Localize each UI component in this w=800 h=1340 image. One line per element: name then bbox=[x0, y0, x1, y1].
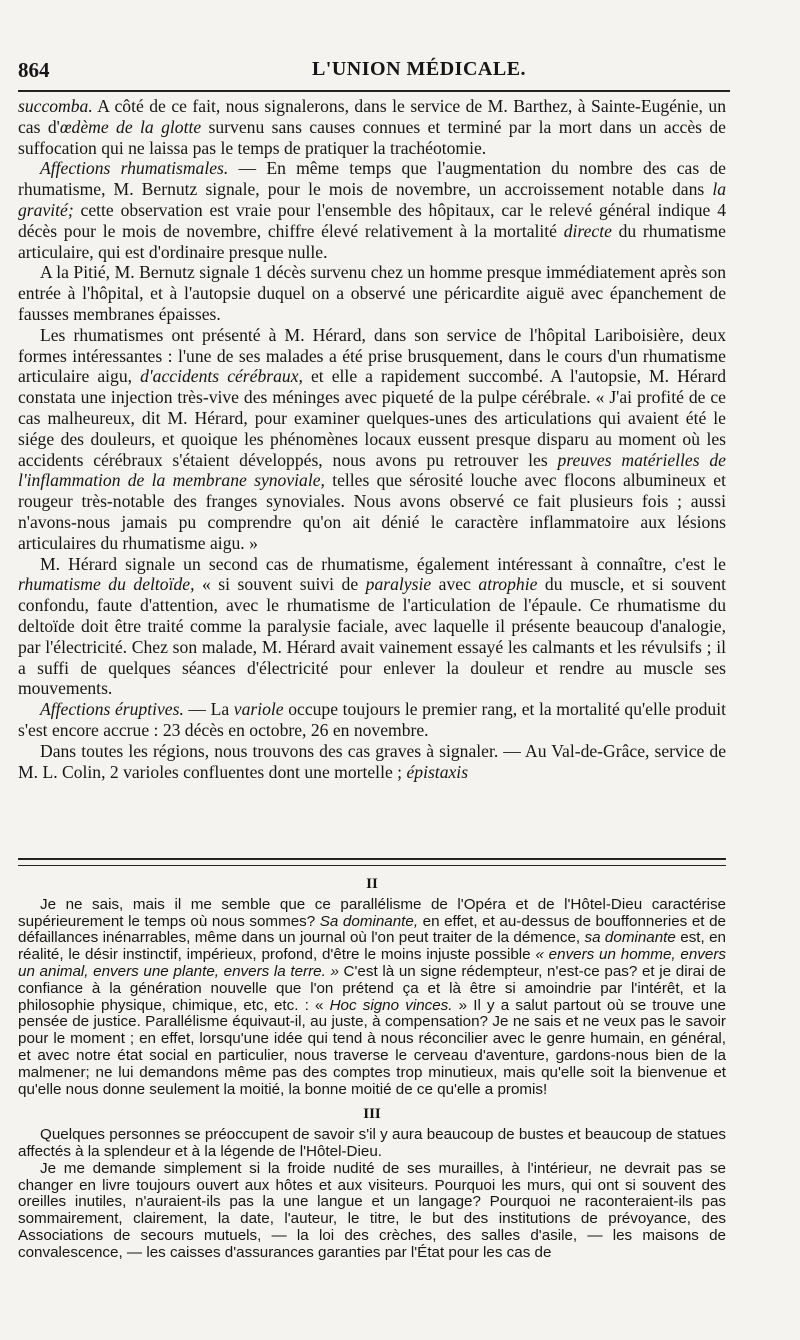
italic-text: rhumatisme du deltoïde, bbox=[18, 574, 195, 595]
main-column bbox=[18, 96, 726, 782]
italic-text: sa dominante bbox=[584, 929, 676, 947]
italic-text: œdème de la glotte bbox=[59, 116, 202, 137]
text: occupe toujours le premier rang, et la mortalité qu'elle produit s'est encore accrue : 23 décès en octobre, 26 en novembre. bbox=[18, 699, 726, 740]
italic-text: atrophie bbox=[478, 574, 538, 595]
paragraph bbox=[18, 325, 726, 554]
spacer bbox=[18, 1098, 726, 1104]
journal-title: L'UNION MÉDICALE. bbox=[311, 58, 527, 80]
text: en effet, et au-dessus de bouffonneries et de défaillances inénarrables, même dans un journal où l'on peut traiter de la démence, bbox=[18, 912, 726, 947]
section-heading: Affections rhumatismales. bbox=[40, 158, 229, 179]
italic-text: « envers un homme, envers un animal, envers une plante, envers la terre. » bbox=[18, 946, 726, 980]
section-number: III bbox=[363, 1106, 381, 1123]
page-number: 864 bbox=[18, 58, 50, 82]
feuilleton-divider bbox=[18, 858, 726, 866]
text: est, en réalité, le désir instinctif, impérieux, profond, d'être le moins injuste possible bbox=[18, 929, 727, 964]
paragraph bbox=[18, 897, 726, 1099]
italic-text: preuves matérielles de l'inflammation de la membrane synoviale, bbox=[18, 449, 726, 491]
header-rule bbox=[18, 90, 730, 92]
italic-text: paralysie bbox=[365, 574, 432, 595]
section-number: II bbox=[366, 876, 378, 892]
text: du rhumatisme articulaire, qui est d'ordinaire presque nulle. bbox=[18, 220, 726, 262]
paragraph bbox=[18, 96, 726, 158]
text: C'est là un signe rédempteur, n'est-ce pas? et je dirai de confiance à la génération nouvelle que l'on prétend ça et là être si amoindrie par l'intérêt, et la philosophie physique, chimique, etc, etc. : « bbox=[18, 962, 727, 1014]
text: Je ne sais, mais il me semble que ce parallélisme de l'Opéra et de l'Hôtel-Dieu caractérise supérieurement le temps où nous sommes? bbox=[18, 895, 726, 930]
paragraph: A la Pitié, M. Bernutz signale 1 décès survenu chez un homme presque immédiatement après son entrée à l'hôpital, et à l'autopsie duquel on a observé une péricardite aiguë avec épanchement de fausses membranes épaisses. bbox=[18, 262, 726, 324]
paragraph bbox=[18, 554, 726, 700]
feuilleton-column bbox=[18, 874, 726, 1262]
text: du muscle, et si souvent confondu, faute d'attention, avec le rhumatisme de l'articulation de l'épaule. Ce rhumatisme du deltoïde doit être traité comme la paralysie faciale, avec laquelle il présente beaucoup d'analogie, par l'électricité. Chez son malade, M. Hérard avait vainement essayé les calmants et les révulsifs ; il a suffi de quelques séances d'électricité pour enlever la douleur et rendre au muscle ses mouvements. bbox=[18, 574, 726, 699]
italic-text: Hoc signo vinces. bbox=[329, 996, 453, 1014]
text: « si souvent suivi de bbox=[194, 574, 366, 595]
paragraph bbox=[18, 741, 726, 783]
text: A côté de ce fait, nous signalerons, dans le service de M. Barthez, à Sainte-Eugénie, un cas d' bbox=[18, 96, 726, 137]
text: survenu sans causes connues et terminé par la mort dans un accès de suffocation qui ne laissa pas le temps de pratiquer la trachéotomie. bbox=[18, 116, 726, 158]
paragraph-affections-eruptives bbox=[18, 699, 726, 741]
text: Dans toutes les régions, nous trouvons des cas graves à signaler. — Au Val-de-Grâce, service de M. L. Colin, 2 varioles confluentes dont une mortelle ; bbox=[18, 740, 726, 782]
paragraph-affections-rhumatismales bbox=[18, 158, 726, 262]
text: cette observation est vraie pour l'ensemble des hôpitaux, car le relevé général indique 4 décès pour le mois de novembre, chiffre élevé relativement à la mortalité bbox=[18, 199, 726, 241]
paragraph: Je me demande simplement si la froide nudité de ses murailles, à l'intérieur, ne devrait pas se changer en livre toujours ouvert aux hôtes et aux visiteurs. Pourquoi les murs, qui ont si souvent des oreilles inutiles, n'auraient-ils pas la une langue et un langage? Pourquoi ne raconteraient-ils pas sommairement, clairement, la date, l'auteur, le titre, le but des institutions de prévoyance, des Associations de secours mutuels, — la loi des crèches, des salles d'asile, — les maisons de convalescence, — les caisses d'assurances garanties par l'État pour les cas de bbox=[18, 1159, 726, 1261]
italic-text: d'accidents cérébraux, bbox=[140, 366, 303, 387]
italic-text: épistaxis bbox=[406, 761, 469, 782]
text: » Il y a salut partout où se trouve une pensée de justice. Parallélisme équivaut-il, au juste, à compensation? Je ne sais et ne veux pas le savoir pour le moment ; en effet, lorsqu'une idée qui tend à nous réconcilier avec le genre humain, en général, et avec notre état social en particulier, nous traverse le cerveau d'aventure, gardons-nous bien de la malmener; ne lui demandons même pas des comptes trop minutieux, mais qu'elle soit la bienvenue et qu'elle nous donne seulement la moitié, la bonne moitié de ce qu'elle a promis! bbox=[18, 996, 726, 1098]
text: — En même temps que l'augmentation du nombre des cas de rhumatisme, M. Bernutz signale, pour le mois de novembre, un accroissement notable dans bbox=[18, 158, 726, 200]
paragraph: Quelques personnes se préoccupent de savoir s'il y aura beaucoup de bustes et beaucoup de statues affectés à la splendeur et à la légende de l'Hôtel-Dieu. bbox=[18, 1126, 726, 1160]
text: M. Hérard signale un second cas de rhumatisme, également intéressant à connaître, c'est le bbox=[40, 553, 726, 574]
italic-text: variole bbox=[233, 699, 284, 720]
section-heading: Affections éruptives. bbox=[40, 699, 184, 720]
italic-text: directe bbox=[563, 220, 612, 241]
text: — La bbox=[183, 699, 234, 720]
text: Les rhumatismes ont présenté à M. Hérard, dans son service de l'hôpital Lariboisière, deux formes intéressantes : l'une de ses malades a été prise brusquement, dans le cours d'un rhumatisme articulaire aigu, bbox=[18, 324, 726, 387]
italic-text: succomba. bbox=[18, 96, 93, 116]
text: telles que sérosité louche avec flocons albumineux et rougeur très-notable des franges synoviales. Nous avons observé ce fait plusieurs fois ; aussi n'avons-nous jamais pu comprendre qu'on ait dénié le caractère inflammatoire aux lésions articulaires du rhumatisme aigu. » bbox=[18, 470, 726, 553]
text: avec bbox=[431, 574, 479, 595]
running-head bbox=[18, 58, 730, 84]
text: et elle a rapidement succombé. A l'autopsie, M. Hérard constata une injection très-vive des méninges avec piqueté de la pulpe cérébrale. « J'ai profité de ce cas malheureux, dit M. Hérard, pour examiner quelques-unes des articulations qui avaient été le siége des douleurs, et quoique les phénomènes locaux eussent presque disparu au moment où les accidents cérébraux s'étaient développés, nous avons pu retrouver les bbox=[18, 366, 726, 470]
italic-text: Sa dominante, bbox=[319, 912, 419, 930]
italic-text: la gravité; bbox=[18, 179, 726, 220]
